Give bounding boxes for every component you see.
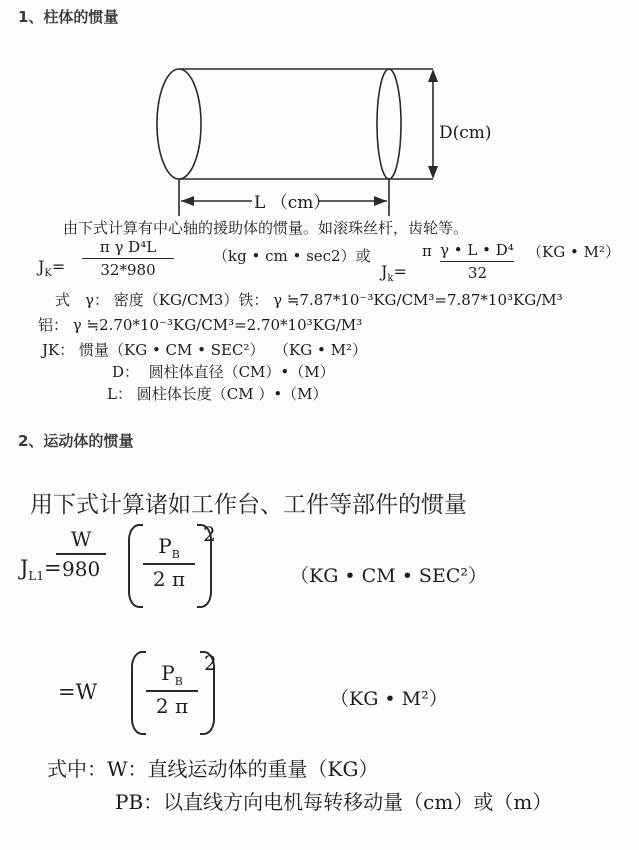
arrow-left-icon bbox=[181, 196, 194, 206]
formula-jl1-p-fraction bbox=[143, 534, 195, 591]
definition-w: 式中：W：直线运动体的重量（KG） bbox=[47, 757, 379, 781]
definition-density: 式 γ： 密度（KG/CM3）铁： γ ≒7.87*10⁻³KG/CM³=7.87*10³KG/M³ bbox=[55, 291, 563, 309]
definition-pb: PB：以直线方向电机每转移动量（cm）或（m） bbox=[115, 790, 553, 814]
left-bracket bbox=[131, 651, 146, 735]
formula-jl1-w-fraction bbox=[56, 527, 106, 581]
formula-jk-si-subscript: k bbox=[387, 273, 394, 285]
formula-w-p-numerator bbox=[146, 661, 198, 690]
formula-jk-si-denominator: 32 bbox=[468, 264, 488, 282]
formula-jl1-base: J bbox=[20, 556, 29, 580]
cylinder-right-face bbox=[377, 69, 401, 179]
formula-jl1-exponent: 2 bbox=[203, 522, 216, 546]
left-bracket bbox=[128, 524, 143, 608]
formula-jk-si-numerator: γ • L • D⁴ bbox=[440, 241, 514, 262]
arrow-down-icon bbox=[428, 166, 438, 179]
cylinder-diagram bbox=[140, 58, 520, 222]
formula-w-unit: （KG • M²） bbox=[330, 688, 448, 710]
formula-jl1-p-numerator bbox=[143, 534, 195, 563]
definition-length: L： 圆柱体长度（CM ）•（M） bbox=[107, 385, 328, 403]
formula-w-p-fraction bbox=[146, 661, 198, 718]
formula-jk-equals: = bbox=[51, 257, 66, 276]
formula-jk-si-equals: = bbox=[393, 262, 407, 281]
length-label: L （cm） bbox=[254, 193, 331, 213]
formula-jk-denominator: 32*980 bbox=[82, 258, 174, 279]
formula-jk-si-unit: （KG • M²） bbox=[527, 243, 620, 261]
section2-intro: 用下式计算诸如工作台、工件等部件的惯量 bbox=[30, 492, 467, 518]
formula-jl1-subscript: L1 bbox=[28, 569, 45, 584]
cylinder-left-face bbox=[157, 69, 201, 179]
formula-jk-lhs bbox=[38, 257, 65, 279]
formula-jk-si-lhs bbox=[381, 262, 407, 284]
definition-aluminium: 铝： γ ≒2.70*10⁻³KG/CM³=2.70*10³KG/M³ bbox=[38, 316, 363, 334]
formula-jl1-p-denominator: 2 π bbox=[143, 563, 195, 591]
pb-base: P bbox=[158, 534, 172, 558]
pb-subscript: B bbox=[171, 548, 180, 561]
definition-diameter: D： 圆柱体直径（CM）•（M） bbox=[112, 363, 335, 381]
section1-heading: 1、柱体的惯量 bbox=[18, 8, 119, 26]
section2-heading: 2、运动体的惯量 bbox=[18, 432, 134, 450]
arrow-up-icon bbox=[428, 69, 438, 82]
formula-w-exponent: 2 bbox=[204, 651, 217, 675]
definition-jk: JK： 惯量（KG • CM • SEC²） （KG • M²） bbox=[42, 341, 367, 359]
arrow-right-icon bbox=[374, 196, 387, 206]
diameter-label: D(cm) bbox=[439, 123, 492, 143]
formula-jk-si-base: J bbox=[381, 262, 388, 281]
formula-jk-fraction bbox=[82, 238, 174, 279]
formula-jl1-w-numerator: W bbox=[70, 527, 92, 551]
formula-jk-unit: （kg • cm • sec2）或 bbox=[213, 247, 371, 265]
pb-subscript: B bbox=[174, 675, 183, 688]
formula-jk-si-pi: π bbox=[422, 242, 432, 260]
formula-w-lhs: =W bbox=[58, 680, 98, 704]
formula-jl1-w-denominator: 980 bbox=[56, 553, 106, 581]
formula-jl1-unit: （KG • CM • SEC²） bbox=[290, 565, 487, 587]
pb-base: P bbox=[161, 661, 175, 685]
formula-jk-numerator: π γ D⁴L bbox=[99, 238, 157, 256]
formula-jk-base: J bbox=[38, 257, 45, 276]
section1-intro: 由下式计算有中心轴的援助体的惯量。如滚珠丝杆，齿轮等。 bbox=[63, 219, 469, 237]
formula-w-p-denominator: 2 π bbox=[146, 690, 198, 718]
formula-jl1-equals: = bbox=[44, 556, 62, 580]
formula-jk-subscript: K bbox=[44, 268, 52, 280]
